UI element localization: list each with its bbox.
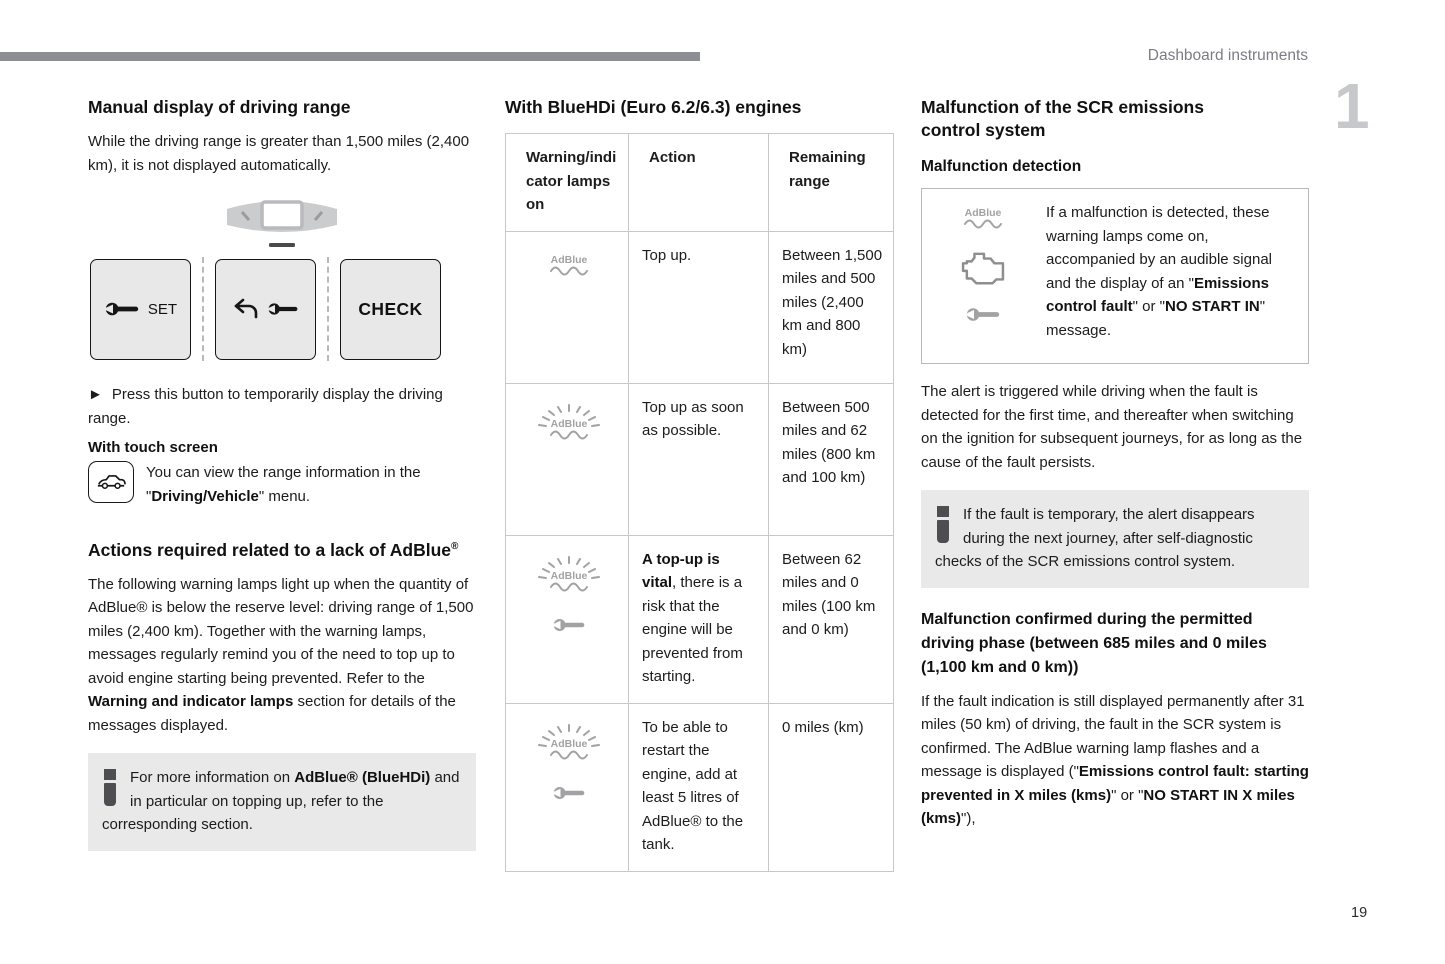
lamp-cell (506, 703, 629, 871)
range-cell: Between 62 miles and 0 miles (100 km and 0 km) (769, 535, 894, 703)
table-row (506, 383, 894, 535)
adblue-warning-lamp-flashing-icon (533, 556, 605, 594)
paragraph-driving-range: While the driving range is greater than 1,500 miles (2,400 km), it is not displayed automatically. (88, 133, 470, 174)
touchscreen-note-text (146, 461, 476, 508)
info-icon (103, 769, 116, 806)
column-header-lamps: Warning/indicator lamps on (506, 134, 629, 232)
heading-malfunction-detection: Malfunction detection (921, 158, 1082, 175)
svg-text:AdBlue: AdBlue (550, 737, 587, 750)
adblue-warning-lamp-flashing-icon (533, 724, 605, 762)
heading-scr-malfunction: Malfunction of the SCR emissions control system (921, 97, 1204, 140)
detection-box-text (1044, 189, 1308, 363)
check-button-label: CHECK (358, 298, 423, 319)
car-menu-icon (88, 461, 134, 503)
registered-mark: ® (451, 541, 459, 552)
instrument-cluster-illustration (218, 193, 346, 251)
set-button (90, 259, 191, 360)
info-box-temporary-fault (921, 490, 1309, 588)
column-middle (505, 96, 893, 872)
car-icon (96, 473, 126, 491)
wrench-icon (267, 302, 299, 316)
adblue-range-table (505, 133, 894, 872)
text-segment: " menu. (258, 487, 311, 505)
dashed-separator (327, 257, 329, 361)
malfunction-detection-box (921, 188, 1309, 364)
svg-text:AdBlue: AdBlue (550, 417, 587, 430)
paragraph-alert-trigger: The alert is triggered while driving when the fault is detected for the first time, and thereafter when switching on the ignition for subsequent journeys, for as long as the cause of the fault persists. (921, 383, 1303, 471)
paragraph-adblue-warning (88, 573, 476, 738)
panel-buttons-illustration (90, 257, 476, 361)
column-header-action: Action (629, 134, 769, 232)
set-button-label: SET (147, 300, 178, 318)
svg-text:AdBlue: AdBlue (550, 253, 587, 266)
detection-lamp-stack (922, 189, 1044, 363)
column-right (921, 96, 1309, 831)
text-segment: " or " (1111, 786, 1144, 804)
text-segment-bold: NO START IN X miles (kms) (921, 786, 1295, 827)
text-segment: and in particular on topping up, refer to the corresponding section. (102, 769, 460, 834)
pointer-bullet: ► (88, 386, 103, 403)
table-row (506, 231, 894, 383)
check-button (340, 259, 441, 360)
service-wrench-icon (552, 618, 586, 632)
text-segment: If the fault indication is still displayed permanently after 31 miles (50 km) of driving, the fault in the SCR system is confirmed. The AdBlue warning lamp flashes and a message is displayed (" (921, 692, 1305, 780)
action-cell: Top up. (629, 231, 769, 383)
touchscreen-heading: With touch screen (88, 439, 218, 456)
text-segment-bold: AdBlue® (BlueHDi) (294, 769, 431, 787)
running-header: Dashboard instruments (1147, 47, 1308, 64)
text-segment: If a malfunction is detected, these warning lamps come on, accompanied by an audible signal and the display of an " (1046, 204, 1272, 292)
info-icon (936, 506, 949, 543)
page-number: 19 (1351, 905, 1368, 921)
info-icon-dot (104, 769, 116, 780)
lamp-cell (506, 535, 629, 703)
text-segment: " message. (1046, 298, 1266, 339)
table-row (506, 535, 894, 703)
text-segment-bold: Warning and indicator lamps (88, 693, 294, 711)
svg-text:AdBlue: AdBlue (550, 569, 587, 582)
lamp-cell (506, 231, 629, 383)
text-segment: section for details of the messages displayed. (88, 693, 456, 734)
range-cell: Between 1,500 miles and 500 miles (2,400 km and 800 km) (769, 231, 894, 383)
column-header-range: Remaining range (769, 134, 894, 232)
heading-malfunction-confirmed: Malfunction confirmed during the permitted driving phase (between 685 miles and 0 miles (1,100 km and 0 km)) (921, 610, 1267, 676)
lamp-stack (519, 724, 618, 800)
service-wrench-icon (965, 307, 1001, 322)
action-cell (629, 535, 769, 703)
text-segment: You can view the range information in the " (146, 464, 421, 505)
info-icon-dot (937, 506, 949, 517)
text-segment: " or " (1132, 298, 1165, 315)
range-cell: Between 500 miles and 62 miles (800 km and 100 km) (769, 383, 894, 535)
lamp-stack (519, 556, 618, 632)
header-rule (0, 52, 700, 61)
table-header-row (506, 134, 894, 232)
engine-malfunction-lamp-icon (960, 250, 1006, 288)
text-segment-bold: Emissions control fault (1046, 274, 1269, 315)
text-segment-bold: NO START IN (1165, 298, 1260, 315)
lamp-cell (506, 383, 629, 535)
lamp-stack (519, 404, 618, 442)
paragraph-malfunction-confirmed (921, 690, 1309, 831)
chapter-number: 1 (1334, 70, 1370, 142)
wrench-icon (104, 301, 140, 317)
text-segment: The following warning lamps light up when the quantity of AdBlue® is below the reserve level: driving range of 1,500 miles (2,400 km). Together with the warning lamps, messages regularly remind you of the need to top up to avoid engine starting being prevented. Refer to the (88, 575, 474, 687)
text-segment-bold: Driving/Vehicle (151, 487, 259, 505)
adblue-warning-lamp-flashing-icon (533, 404, 605, 442)
info-icon-bar (937, 520, 949, 543)
text-segment: For more information on (130, 769, 295, 787)
press-note (88, 383, 476, 430)
heading-manual-display: Manual display of driving range (88, 97, 351, 117)
text-segment-bold: Emissions control fault: starting prevented in X miles (kms) (921, 763, 1309, 804)
lamp-stack (519, 252, 618, 278)
press-note-text: Press this button to temporarily display the driving range. (88, 386, 443, 427)
svg-text:AdBlue: AdBlue (964, 207, 1002, 219)
action-cell: Top up as soon as possible. (629, 383, 769, 535)
range-cell: 0 miles (km) (769, 703, 894, 871)
adblue-warning-lamp-icon (951, 205, 1015, 231)
action-cell: To be able to restart the engine, add at least 5 litres of AdBlue® to the tank. (629, 703, 769, 871)
back-wrench-button (215, 259, 316, 360)
info-box-adblue (88, 753, 476, 851)
text-segment-bold: A top-up is vital (642, 550, 720, 591)
text-segment: Actions required related to a lack of AdBlue (88, 539, 452, 560)
adblue-warning-lamp-icon (537, 252, 601, 278)
return-arrow-icon (233, 298, 259, 320)
text-segment: , there is a risk that the engine will be prevented from starting. (642, 574, 743, 685)
heading-adblue-lack (88, 535, 476, 562)
table-row (506, 703, 894, 871)
service-wrench-icon (552, 786, 586, 800)
touchscreen-note (88, 461, 476, 508)
heading-bluehdi-engines: With BlueHDi (Euro 6.2/6.3) engines (505, 97, 802, 117)
column-left (88, 96, 476, 851)
text-segment: If the fault is temporary, the alert disappears during the next journey, after self-diagnostic checks of the SCR emissions control system. (935, 506, 1255, 570)
dashed-separator (202, 257, 204, 361)
text-segment: "), (961, 810, 976, 827)
info-icon-bar (104, 783, 116, 806)
